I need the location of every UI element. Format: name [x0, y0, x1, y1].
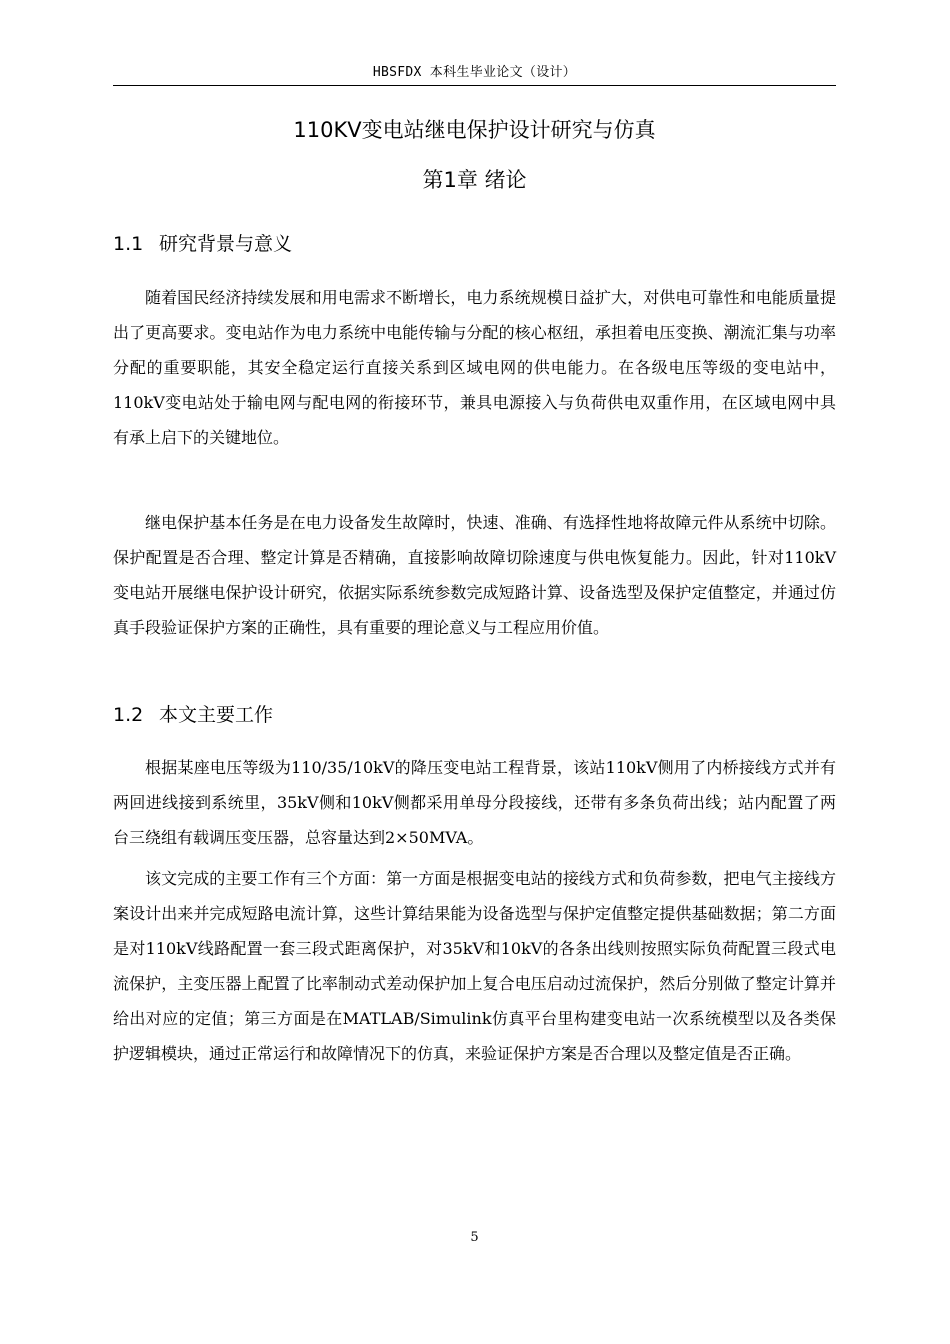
section-heading-1-2	[113, 700, 273, 730]
section-title: 研究背景与意义	[159, 233, 293, 255]
section-heading-1-1	[113, 229, 292, 259]
paragraph-work-1: 根据某座电压等级为110/35/10kV的降压变电站工程背景，该站110kV侧用了内桥接线方式并有两回进线接到系统里，35kV侧和10kV侧都采用单母分段接线，还带有多条负荷出线；站内配置了两台三绕组有载调压变压器，总容量达到2×50MVA。	[113, 758, 836, 847]
chapter-title: 第1章 绪论	[422, 168, 527, 192]
paper-title: 110KV变电站继电保护设计研究与仿真	[293, 118, 656, 142]
section-number: 1.1	[113, 233, 144, 255]
paragraph-background-2: 继电保护基本任务是在电力设备发生故障时，快速、准确、有选择性地将故障元件从系统中切除。保护配置是否合理、整定计算是否精确，直接影响故障切除速度与供电恢复能力。因此，针对110kV变电站开展继电保护设计研究，依据实际系统参数完成短路计算、设备选型及保护定值整定，并通过仿真手段验证保护方案的正确性，具有重要的理论意义与工程应用价值。	[113, 513, 836, 637]
section-title: 本文主要工作	[159, 704, 274, 726]
section-number: 1.2	[113, 704, 144, 726]
paragraph-background-1: 随着国民经济持续发展和用电需求不断增长，电力系统规模日益扩大，对供电可靠性和电能质量提出了更高要求。变电站作为电力系统中电能传输与分配的核心枢纽，承担着电压变换、潮流汇集与功率分配的重要职能，其安全稳定运行直接关系到区域电网的供电能力。在各级电压等级的变电站中，110kV变电站处于输电网与配电网的衔接环节，兼具电源接入与负荷供电双重作用，在区域电网中具有承上启下的关键地位。	[113, 288, 836, 447]
header-rule	[113, 85, 836, 86]
page-number: 5	[470, 1230, 479, 1245]
running-header: HBSFDX 本科生毕业论文（设计）	[372, 65, 577, 80]
paragraph-work-2: 该文完成的主要工作有三个方面：第一方面是根据变电站的接线方式和负荷参数，把电气主接线方案设计出来并完成短路电流计算，这些计算结果能为设备选型与保护定值整定提供基础数据；第二方面是对110kV线路配置一套三段式距离保护，对35kV和10kV的各条出线则按照实际负荷配置三段式电流保护，主变压器上配置了比率制动式差动保护加上复合电压启动过流保护，然后分别做了整定计算并给出对应的定值；第三方面是在MATLAB/Simulink仿真平台里构建变电站一次系统模型以及各类保护逻辑模块，通过正常运行和故障情况下的仿真，来验证保护方案是否合理以及整定值是否正确。	[113, 869, 836, 1063]
